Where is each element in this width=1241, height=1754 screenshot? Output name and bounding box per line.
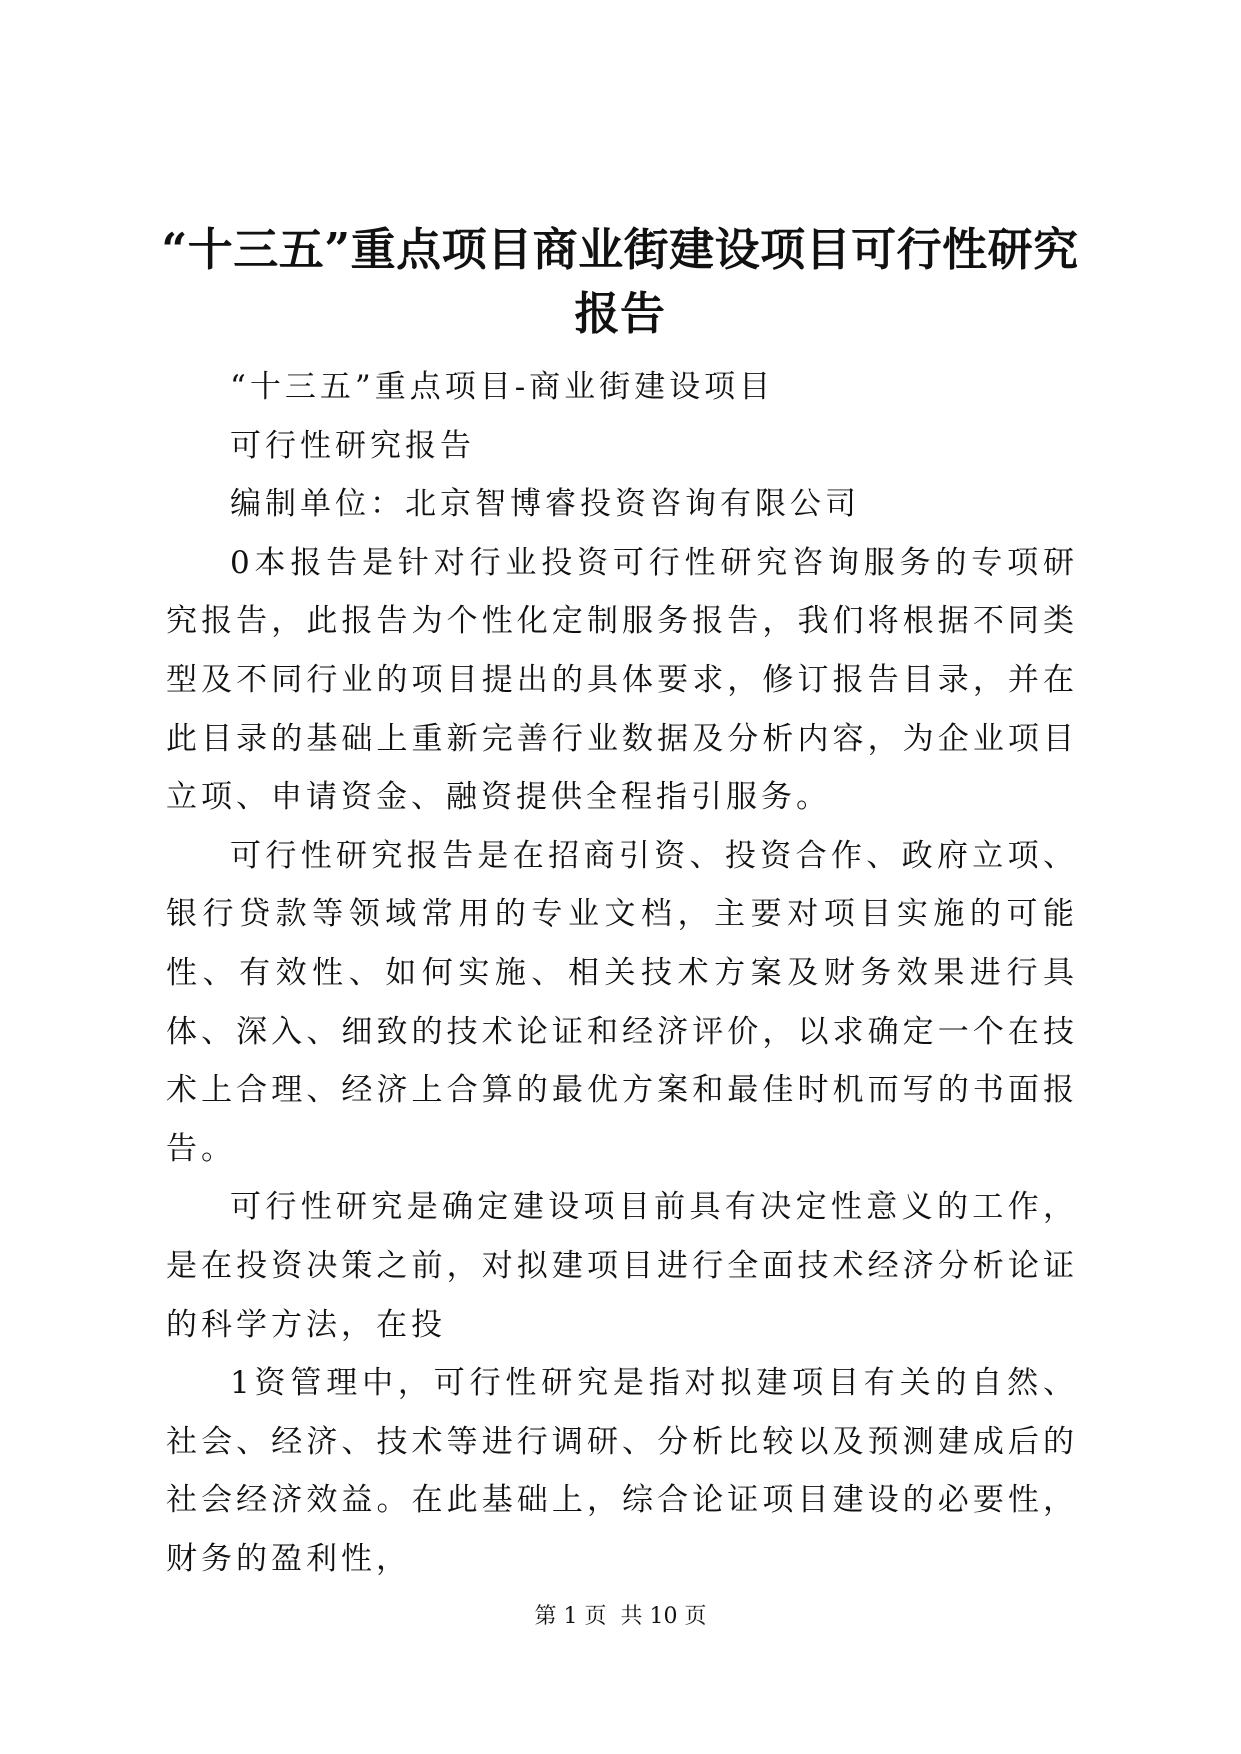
page-number-label: 第 1 页 共 10 页 — [534, 1604, 707, 1629]
document-title: “十三五”重点项目商业街建设项目可行性研究报告 — [161, 223, 1079, 340]
paragraph-intro: 0本报告是针对行业投资可行性研究咨询服务的专项研究报告，此报告为个性化定制服务报告，我们将根据不同类型及不同行业的项目提出的具体要求，修订报告目录，并在此目录的基础上重新完善行业数据及分析内容，为企业项目立项、申请资金、融资提供全程指引服务。 — [166, 544, 1078, 816]
paragraph-management: 1资管理中，可行性研究是指对拟建项目有关的自然、社会、经济、技术等进行调研、分析比较以及预测建成后的社会经济效益。在此基础上，综合论证项目建设的必要性，财务的盈利性， — [166, 1365, 1078, 1577]
paragraph-organization: 编制单位：北京智博睿投资咨询有限公司 — [230, 486, 860, 523]
paragraph-definition: 可行性研究报告是在招商引资、投资合作、政府立项、银行贷款等领域常用的专业文档，主要对项目实施的可能性、有效性、如何实施、相关技术方案及财务效果进行具体、深入、细致的技术论证和经济评价，以求确定一个在技术上合理、经济上合算的最优方案和最佳时机而写的书面报告。 — [166, 837, 1078, 1167]
paragraph-report-type: 可行性研究报告 — [230, 427, 475, 464]
paragraph-subtitle: “十三五”重点项目-商业街建设项目 — [230, 369, 775, 405]
document-body — [166, 358, 1078, 1588]
paragraph-importance: 可行性研究是确定建设项目前具有决定性意义的工作，是在投资决策之前，对拟建项目进行全面技术经济分析论证的科学方法，在投 — [166, 1189, 1078, 1343]
page-footer — [0, 1602, 1241, 1632]
